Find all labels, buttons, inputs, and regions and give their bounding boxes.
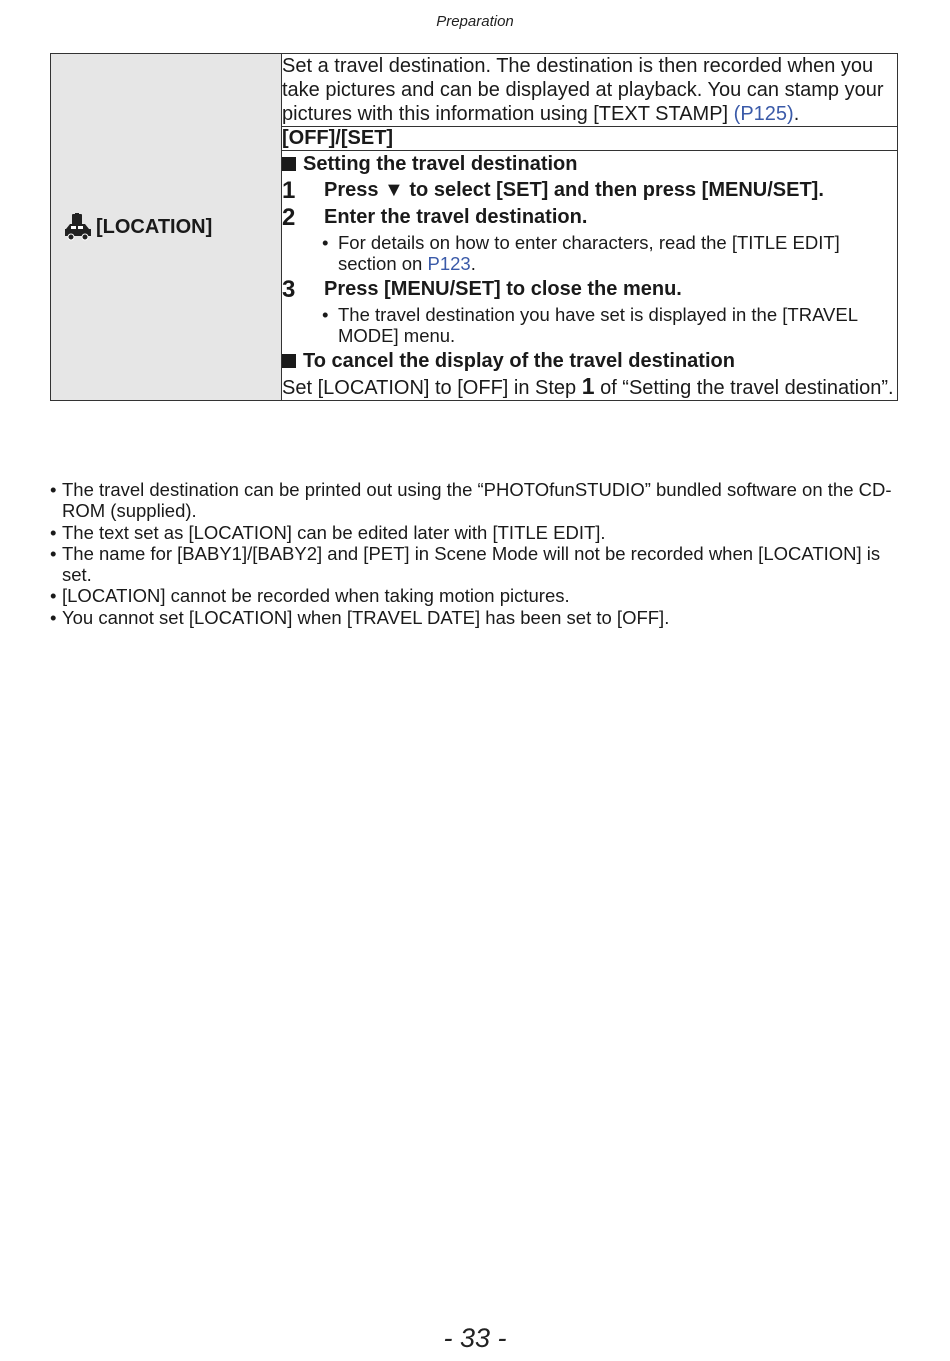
cancel-step-number: 1 xyxy=(581,373,595,399)
square-bullet-icon xyxy=(282,157,296,171)
list-item: • You cannot set [LOCATION] when [TRAVEL DATE] has been set to [OFF]. xyxy=(50,606,670,628)
square-bullet-icon xyxy=(282,354,296,368)
step-text: Press ▼ to select [SET] and then press [MENU/SET]. xyxy=(324,179,824,201)
step-1 xyxy=(282,177,897,204)
step-2-note: • For details on how to enter characters, read the [TITLE EDIT] section on P123. xyxy=(322,232,840,274)
notes-list xyxy=(50,479,910,628)
setting-steps-cell xyxy=(282,151,898,401)
setting-description-cell xyxy=(282,54,898,127)
page-number: - 33 - xyxy=(443,1323,507,1353)
description-end: . xyxy=(793,103,800,125)
cancel-text: Set [LOCATION] to [OFF] in Step 1 of “Setting the travel destination”. xyxy=(282,373,894,399)
setting-label-cell xyxy=(51,54,282,401)
step-text: Press [MENU/SET] to close the menu. xyxy=(324,278,682,300)
setting-description: Set a travel destination. The destination is then recorded when you take pictures and can be displayed at playback. You can stamp your pictures with this information using [TEXT STAMP] xyxy=(282,55,884,125)
list-item: • The name for [BABY1]/[BABY2] and [PET] in Scene Mode will not be recorded when [LOCATION] is set. xyxy=(50,542,881,586)
title-edit-page-link[interactable]: P123 xyxy=(427,253,471,274)
setting-heading-text: Setting the travel destination xyxy=(303,153,578,175)
note-text: For details on how to enter characters, read the [TITLE EDIT] section on xyxy=(338,232,840,274)
settings-table xyxy=(50,53,898,401)
travel-suitcase-car-icon xyxy=(63,213,93,241)
step-number: 1 xyxy=(282,177,296,204)
cancel-heading-text: To cancel the display of the travel destination xyxy=(303,350,735,372)
step-2 xyxy=(282,204,897,231)
list-item: • [LOCATION] cannot be recorded when taking motion pictures. xyxy=(50,585,570,607)
cancel-heading xyxy=(282,348,897,374)
setting-options: [OFF]/[SET] xyxy=(282,127,898,151)
setting-heading xyxy=(282,151,897,177)
setting-label xyxy=(63,213,281,241)
section-header: Preparation xyxy=(436,13,514,30)
step-3-note: • The travel destination you have set is displayed in the [TRAVEL MODE] menu. xyxy=(282,304,897,346)
step-number: 3 xyxy=(282,276,296,303)
step-text: Enter the travel destination. xyxy=(324,206,588,228)
step-number: 2 xyxy=(282,204,296,231)
text-stamp-page-link[interactable]: (P125) xyxy=(733,103,794,125)
list-item: • The travel destination can be printed out using the “PHOTOfunSTUDIO” bundled software on the CD-ROM (supplied). xyxy=(50,479,892,522)
setting-label-text: [LOCATION] xyxy=(96,215,213,238)
note-text: The travel destination you have set is displayed in the [TRAVEL MODE] menu. xyxy=(338,304,858,346)
step-3 xyxy=(282,276,897,303)
list-item: • The text set as [LOCATION] can be edited later with [TITLE EDIT]. xyxy=(50,521,606,543)
